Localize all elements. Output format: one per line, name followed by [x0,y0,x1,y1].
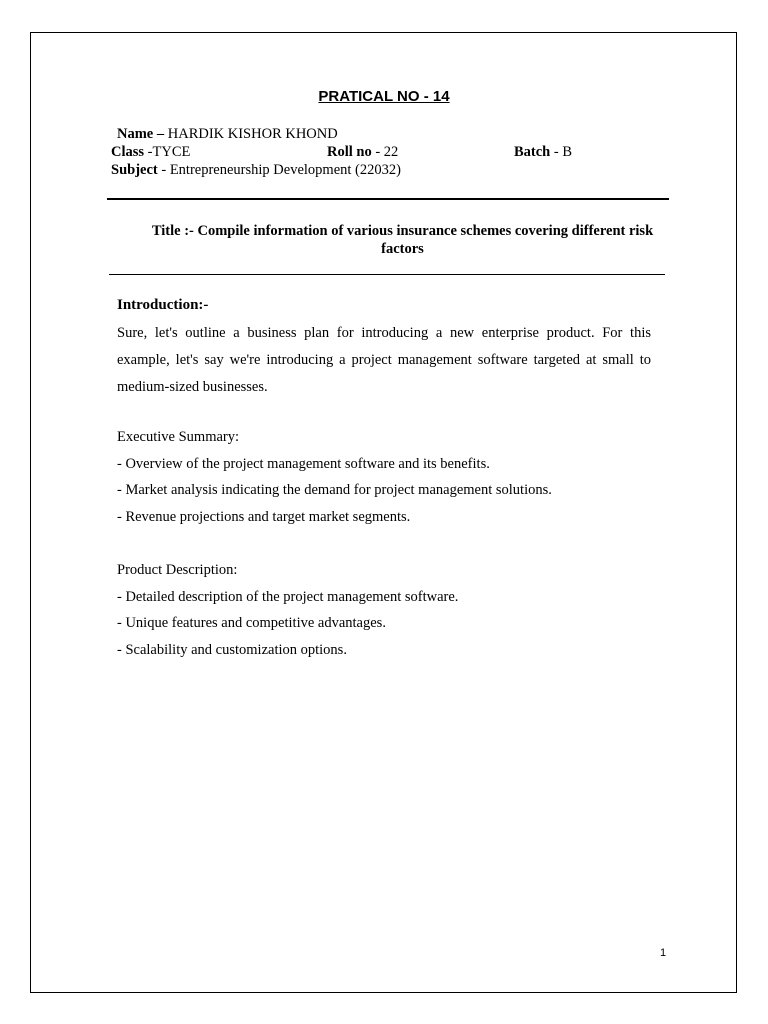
document-title: Title :- Compile information of various insurance schemes covering different risk factors [151,223,654,257]
page-number: 1 [660,947,667,959]
roll-line [327,143,398,161]
list-item: - Scalability and customization options. [117,641,347,658]
class-value: -TYCE [144,144,191,160]
roll-value: - 22 [371,144,399,160]
introduction-paragraph: Sure, let's outline a business plan for introducing a new enterprise product. For this example, let's say we're introducing a project management software targeted at small to medium-sized businesses. [117,325,651,395]
batch-label: Batch [514,144,551,160]
list-item: - Detailed description of the project management software. [117,588,459,605]
name-label: Name – [117,126,165,142]
name-line [117,125,338,143]
class-label: Class [111,144,145,160]
class-line [111,143,190,161]
list-item: - Overview of the project management software and its benefits. [117,455,490,472]
list-item: - Unique features and competitive advantages. [117,615,386,631]
executive-summary-heading: Executive Summary: [117,429,240,445]
list-item: - Market analysis indicating the demand for project management solutions. [117,482,552,498]
list-item: - Revenue projections and target market segments. [117,508,411,525]
product-description-heading: Product Description: [117,562,238,578]
subject-line [111,161,401,179]
product-description-section [117,557,677,663]
introduction-heading: Introduction:- [117,297,209,313]
roll-label: Roll no [327,144,372,160]
name-value: HARDIK KISHOR KHOND [164,126,338,142]
batch-value: - B [550,144,572,160]
practical-heading: PRATICAL NO - 14 [318,88,450,105]
executive-summary-section [117,424,677,530]
header-divider [107,198,669,200]
subject-label: Subject [111,162,158,178]
subject-value: - Entrepreneurship Development (22032) [157,162,401,178]
batch-line [514,143,572,161]
title-divider [109,274,665,275]
